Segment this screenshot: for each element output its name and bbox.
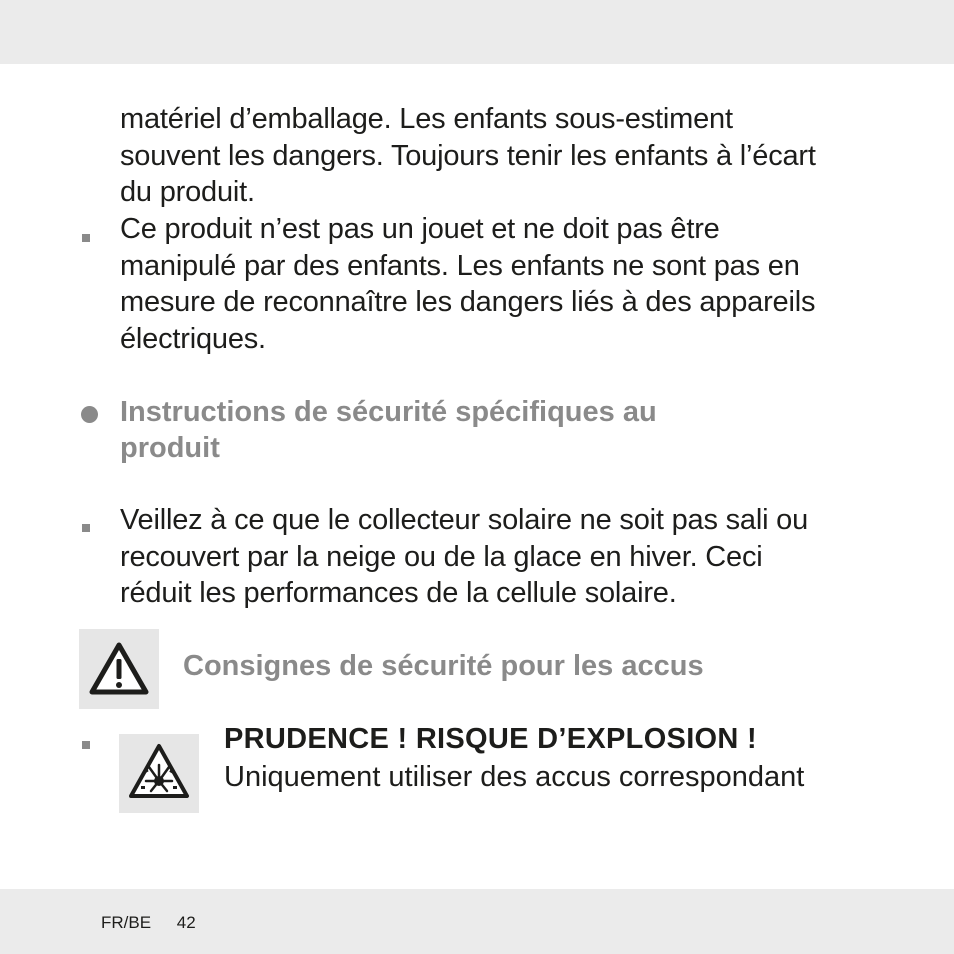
solar-line: Veillez à ce que le collecteur solaire ne soit pas sali ou — [120, 504, 809, 536]
solar-collector-paragraph — [120, 502, 900, 612]
square-bullet-icon — [82, 741, 90, 749]
heading-line: produit — [120, 432, 220, 464]
page-footer — [101, 913, 196, 933]
heading-line: Instructions de sécurité spécifiques au — [120, 396, 657, 428]
toy-warning-line: Ce produit n’est pas un jouet et ne doit pas être — [120, 213, 720, 245]
section-dot-icon — [81, 406, 98, 423]
square-bullet-icon — [82, 524, 90, 532]
toy-warning-line: manipulé par des enfants. Les enfants ne sont pas en — [120, 249, 800, 282]
square-bullet-icon — [82, 234, 90, 242]
page-number: 42 — [176, 913, 196, 932]
toy-warning-line: mesure de reconnaître les dangers liés à des appareils — [120, 286, 816, 318]
intro-line: du produit. — [120, 176, 255, 208]
intro-paragraph — [120, 101, 900, 211]
toy-warning-paragraph — [120, 211, 900, 357]
explosive-hazard-icon — [119, 734, 199, 813]
intro-line: souvent les dangers. Toujours tenir les enfants à l’écart — [120, 139, 816, 172]
caution-title: PRUDENCE ! RISQUE D’EXPLOSION ! — [224, 723, 757, 755]
section-heading-product-safety — [120, 394, 657, 466]
solar-line: réduit les performances de la cellule solaire. — [120, 577, 677, 609]
toy-warning-line: électriques. — [120, 322, 266, 355]
warning-triangle-icon — [79, 629, 159, 709]
section-heading-battery: Consignes de sécurité pour les accus — [183, 650, 704, 682]
caution-body: Uniquement utiliser des accus correspondant — [224, 761, 805, 793]
footer-language: FR/BE — [101, 913, 152, 932]
solar-line: recouvert par la neige ou de la glace en hiver. Ceci — [120, 540, 763, 573]
intro-line: matériel d’emballage. Les enfants sous-estiment — [120, 103, 733, 135]
top-band — [0, 0, 954, 64]
